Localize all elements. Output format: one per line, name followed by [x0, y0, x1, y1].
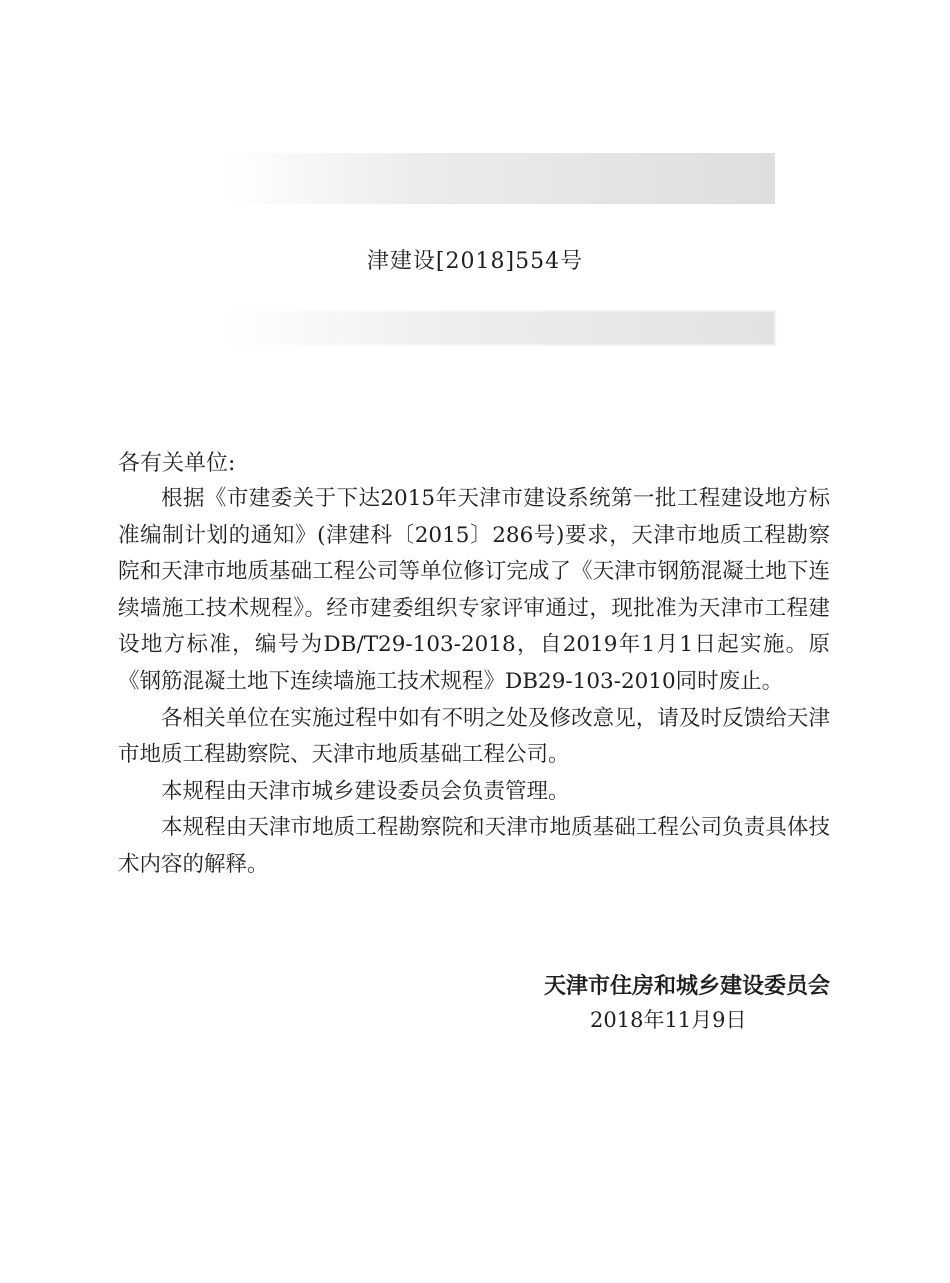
header-shade-band — [225, 153, 775, 204]
header-shade-band-lower — [225, 311, 775, 345]
issue-date: 2018年11月9日 — [590, 1008, 747, 1032]
notice-body — [118, 481, 830, 884]
salutation: 各有关单位: — [118, 451, 236, 476]
paragraph: 根据《市建委关于下达2015年天津市建设系统第一批工程建设地方标准编制计划的通知》(津建科〔2015〕286号)要求，天津市地质工程勘察院和天津市地质基础工程公司等单位修订完成了《天津市钢筋混凝土地下连续墙施工技术规程》。经市建委组织专家评审通过，现批准为天津市工程建设地方标准，编号为DB/T29-103-2018，自2019年1月1日起实施。原《钢筋混凝土地下连续墙施工技术规程》DB29-103-2010同时废止。 — [118, 486, 830, 694]
paragraph: 本规程由天津市城乡建设委员会负责管理。 — [161, 778, 570, 804]
paragraph: 各相关单位在实施过程中如有不明之处及修改意见，请及时反馈给天津市地质工程勘察院、天津市地质基础工程公司。 — [118, 705, 830, 768]
issuer-signature: 天津市住房和城乡建设委员会 — [543, 974, 830, 999]
document-number: 津建设[2018]554号 — [366, 249, 584, 274]
paragraph: 本规程由天津市地质工程勘察院和天津市地质基础工程公司负责具体技术内容的解释。 — [118, 815, 830, 877]
